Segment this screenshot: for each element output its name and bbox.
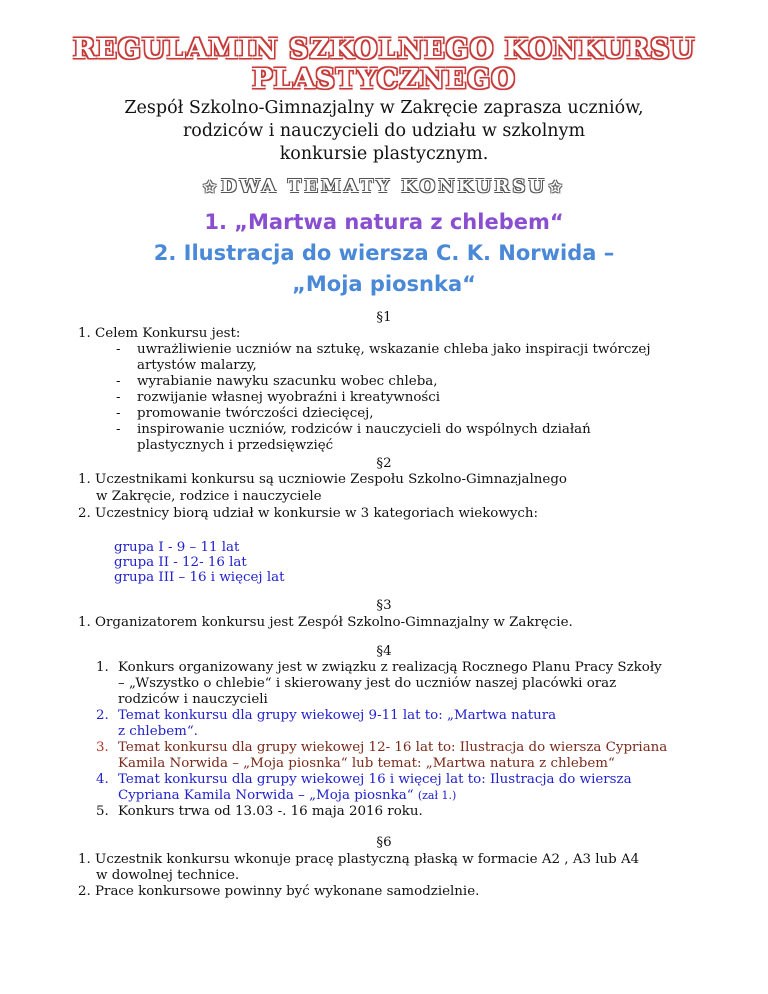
intro-line-2: rodziców i nauczycieli do udziału w szkolnym: [182, 121, 586, 141]
entry-para-1: 1. Uczestnik konkursu wkonuje pracę plastyczną płaską w formacie A2 , A3 lub A4: [78, 852, 640, 867]
section-1-heading: §1: [376, 310, 392, 325]
topic-2-line-2: „Moja piosnka“: [292, 272, 476, 296]
rule-item-4-cont: [118, 788, 456, 804]
topic-1: 1. „Martwa natura z chlebem“: [204, 210, 564, 234]
attachment-note: (zał 1.): [417, 789, 457, 802]
organizer-para: 1. Organizatorem konkursu jest Zespół Szkolno-Gimnazjalny w Zakręcie.: [78, 615, 573, 630]
intro-line-3: konkursie plastycznym.: [279, 144, 489, 164]
age-group-1: grupa I - 9 – 11 lat: [114, 540, 240, 555]
topic-2-line-1: 2. Ilustracja do wiersza C. K. Norwida –: [153, 241, 615, 265]
rule-item-2-cont: z chlebem“.: [118, 724, 198, 739]
document-title-line-1: REGULAMIN SZKOLNEGO KONKURSU: [72, 34, 696, 65]
rule-number: 2.: [96, 708, 109, 723]
rule-item-4-text: Cypriana Kamila Norwida – „Moja piosnka“: [118, 788, 414, 803]
rule-item-2: Temat konkursu dla grupy wiekowej 9-11 lat to: „Martwa natura: [118, 708, 557, 723]
bullet-dash: -: [116, 422, 121, 437]
rule-item-1-cont2: rodziców i nauczycieli: [118, 692, 268, 707]
rule-number: 3.: [96, 740, 109, 755]
participants-para-1: 1. Uczestnikami konkursu są uczniowie Zespołu Szkolno-Gimnazjalnego: [78, 472, 567, 487]
document-title-line-2: PLASTYCZNEGO: [252, 64, 516, 95]
rule-item-5: Konkurs trwa od 13.03 -. 16 maja 2016 roku.: [118, 804, 423, 819]
entry-para-1-cont: w dowolnej technice.: [96, 868, 240, 883]
age-group-3: grupa III – 16 i więcej lat: [114, 570, 285, 585]
participants-para-1-cont: w Zakręcie, rodzice i nauczyciele: [96, 489, 322, 504]
bullet-dash: -: [116, 390, 121, 405]
section-3-heading: §3: [376, 598, 392, 613]
topics-subheading: [0, 176, 768, 197]
participants-para-2: 2. Uczestnicy biorą udział w konkursie w 3 kategoriach wiekowych:: [78, 506, 539, 521]
bullet-dash: -: [116, 342, 121, 357]
goal-item-2: wyrabianie nawyku szacunku wobec chleba,: [137, 374, 438, 389]
topics-subheading-text: DWA TEMATY KONKURSU: [220, 176, 548, 197]
entry-para-2: 2. Prace konkursowe powinny być wykonane samodzielnie.: [78, 884, 480, 899]
rule-number: 1.: [96, 660, 109, 675]
goal-item-1: uwrażliwienie uczniów na sztukę, wskazanie chleba jako inspiracji twórczej: [137, 342, 651, 357]
section-6-heading: §6: [376, 835, 392, 850]
section-4-heading: §4: [376, 644, 392, 659]
goal-item-4: promowanie twórczości dziecięcej,: [137, 406, 374, 421]
intro-line-1: Zespół Szkolno-Gimnazjalny w Zakręcie zaprasza uczniów,: [124, 98, 644, 118]
bullet-dash: -: [116, 406, 121, 421]
goal-item-5: inspirowanie uczniów, rodziców i nauczycieli do wspólnych działań: [137, 422, 591, 437]
rule-item-1: Konkurs organizowany jest w związku z realizacją Rocznego Planu Pracy Szkoły: [118, 660, 662, 675]
goal-item-1-cont: artystów malarzy,: [137, 358, 257, 373]
star-icon: ✩: [203, 177, 219, 196]
goal-item-3: rozwijanie własnej wyobraźni i kreatywności: [137, 390, 441, 405]
rule-number: 5.: [96, 804, 109, 819]
star-icon: ✩: [549, 177, 565, 196]
rule-item-4: Temat konkursu dla grupy wiekowej 16 i więcej lat to: Ilustracja do wiersza: [118, 772, 632, 787]
section-2-heading: §2: [376, 456, 392, 471]
bullet-dash: -: [116, 374, 121, 389]
goal-item-5-cont: plastycznych i przedsięwzięć: [137, 438, 334, 453]
rule-item-3-cont: Kamila Norwida – „Moja piosnka“ lub temat: „Martwa natura z chlebem“: [118, 756, 615, 771]
rule-item-1-cont: – „Wszystko o chlebie“ i skierowany jest do uczniów naszej placówki oraz: [118, 676, 617, 691]
section-1-intro: 1. Celem Konkursu jest:: [78, 326, 241, 341]
rule-number: 4.: [96, 772, 109, 787]
age-group-2: grupa II - 12- 16 lat: [114, 555, 247, 570]
rule-item-3: Temat konkursu dla grupy wiekowej 12- 16 lat to: Ilustracja do wiersza Cypriana: [118, 740, 668, 755]
